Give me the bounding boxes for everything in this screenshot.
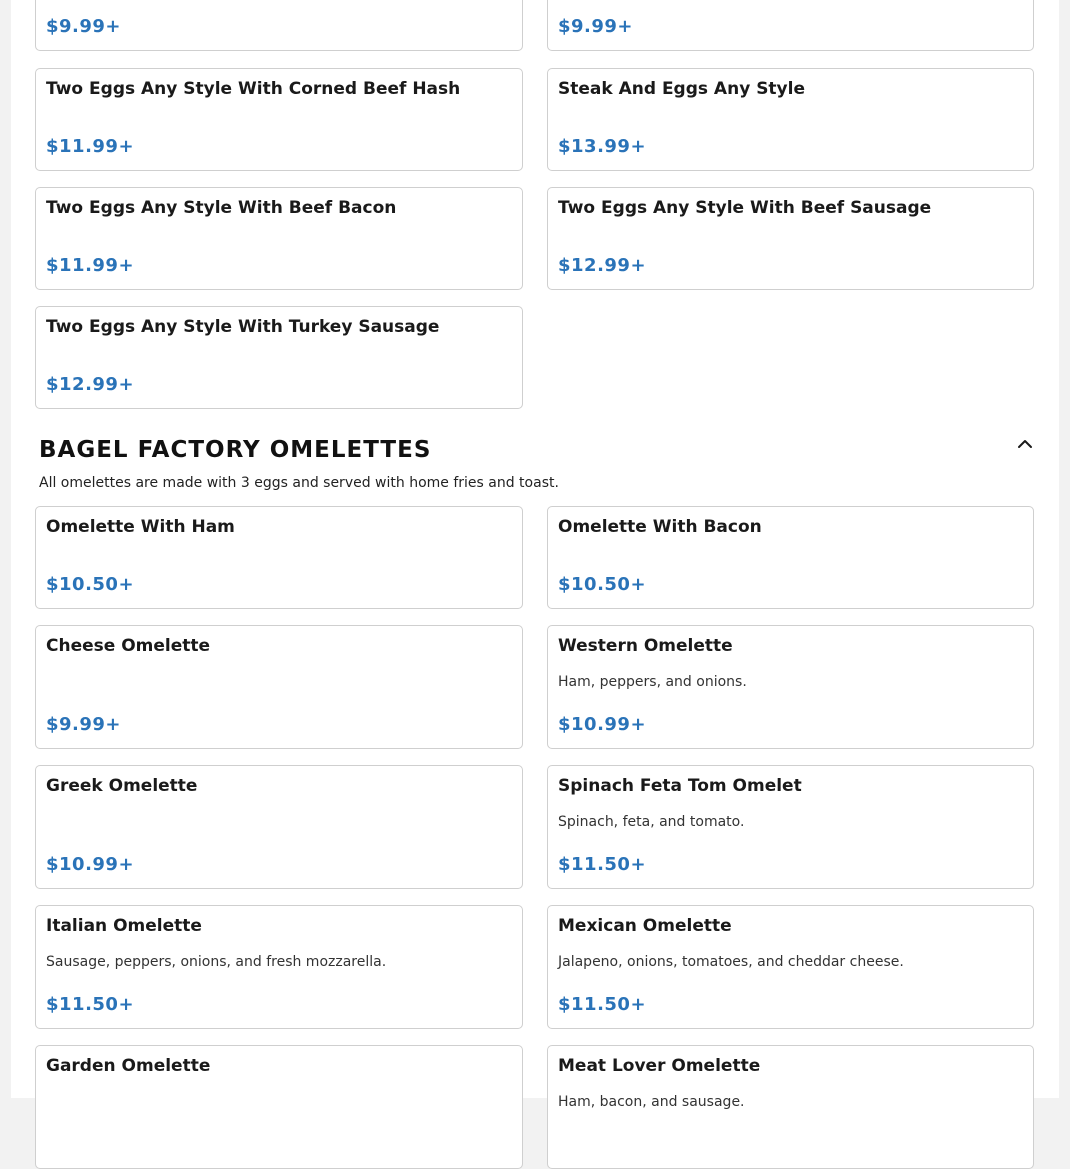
menu-item-card[interactable] xyxy=(35,68,523,171)
item-name: Spinach Feta Tom Omelet xyxy=(558,776,802,796)
item-price: $12.99+ xyxy=(558,255,647,276)
menu-item-card[interactable] xyxy=(547,506,1034,609)
menu-item-card[interactable] xyxy=(547,187,1034,290)
item-price: $10.99+ xyxy=(46,854,135,875)
item-name: Garden Omelette xyxy=(46,1056,211,1076)
item-price: $13.99+ xyxy=(558,136,647,157)
item-price: $11.50+ xyxy=(558,994,647,1015)
item-price: $9.99+ xyxy=(558,16,634,37)
item-price: $9.99+ xyxy=(46,714,122,735)
item-name: Greek Omelette xyxy=(46,776,198,796)
item-name: Mexican Omelette xyxy=(558,916,732,936)
menu-item-card[interactable] xyxy=(547,0,1034,51)
menu-item-card[interactable] xyxy=(547,68,1034,171)
item-price: $12.99+ xyxy=(46,374,135,395)
menu-item-card[interactable] xyxy=(547,625,1034,749)
menu-item-card[interactable] xyxy=(35,187,523,290)
menu-item-card[interactable] xyxy=(35,765,523,889)
item-name: Western Omelette xyxy=(558,636,733,656)
item-name: Steak And Eggs Any Style xyxy=(558,79,805,99)
item-price: $11.50+ xyxy=(46,994,135,1015)
item-price: $11.99+ xyxy=(46,136,135,157)
item-description: Sausage, peppers, onions, and fresh mozzarella. xyxy=(46,954,387,970)
section-description: All omelettes are made with 3 eggs and served with home fries and toast. xyxy=(39,475,559,491)
item-description: Spinach, feta, and tomato. xyxy=(558,814,745,830)
item-description: Ham, peppers, and onions. xyxy=(558,674,747,690)
menu-item-card[interactable] xyxy=(547,765,1034,889)
item-name: Two Eggs Any Style With Beef Sausage xyxy=(558,198,932,218)
menu-item-card[interactable] xyxy=(35,625,523,749)
chevron-up-icon[interactable] xyxy=(1015,434,1035,452)
item-price: $10.50+ xyxy=(558,574,647,595)
menu-item-card[interactable] xyxy=(547,905,1034,1029)
item-price: $10.50+ xyxy=(46,574,135,595)
item-price: $11.50+ xyxy=(558,854,647,875)
item-name: Two Eggs Any Style With Turkey Sausage xyxy=(46,317,440,337)
section-title: BAGEL FACTORY OMELETTES xyxy=(39,437,432,463)
item-price: $11.99+ xyxy=(46,255,135,276)
item-name: Omelette With Bacon xyxy=(558,517,762,537)
item-price: $9.99+ xyxy=(46,16,122,37)
menu-item-card[interactable] xyxy=(35,1045,523,1169)
item-name: Two Eggs Any Style With Beef Bacon xyxy=(46,198,397,218)
menu-item-card[interactable] xyxy=(35,0,523,51)
menu-item-card[interactable] xyxy=(35,506,523,609)
item-name: Cheese Omelette xyxy=(46,636,211,656)
menu-item-card[interactable] xyxy=(547,1045,1034,1169)
item-name: Italian Omelette xyxy=(46,916,202,936)
item-name: Two Eggs Any Style With Corned Beef Hash xyxy=(46,79,461,99)
item-name: Meat Lover Omelette xyxy=(558,1056,761,1076)
item-description: Jalapeno, onions, tomatoes, and cheddar cheese. xyxy=(558,954,904,970)
menu-item-card[interactable] xyxy=(35,905,523,1029)
item-name: Omelette With Ham xyxy=(46,517,235,537)
menu-page xyxy=(11,0,1059,1110)
menu-item-card[interactable] xyxy=(35,306,523,409)
item-price: $10.99+ xyxy=(558,714,647,735)
item-description: Ham, bacon, and sausage. xyxy=(558,1094,745,1110)
